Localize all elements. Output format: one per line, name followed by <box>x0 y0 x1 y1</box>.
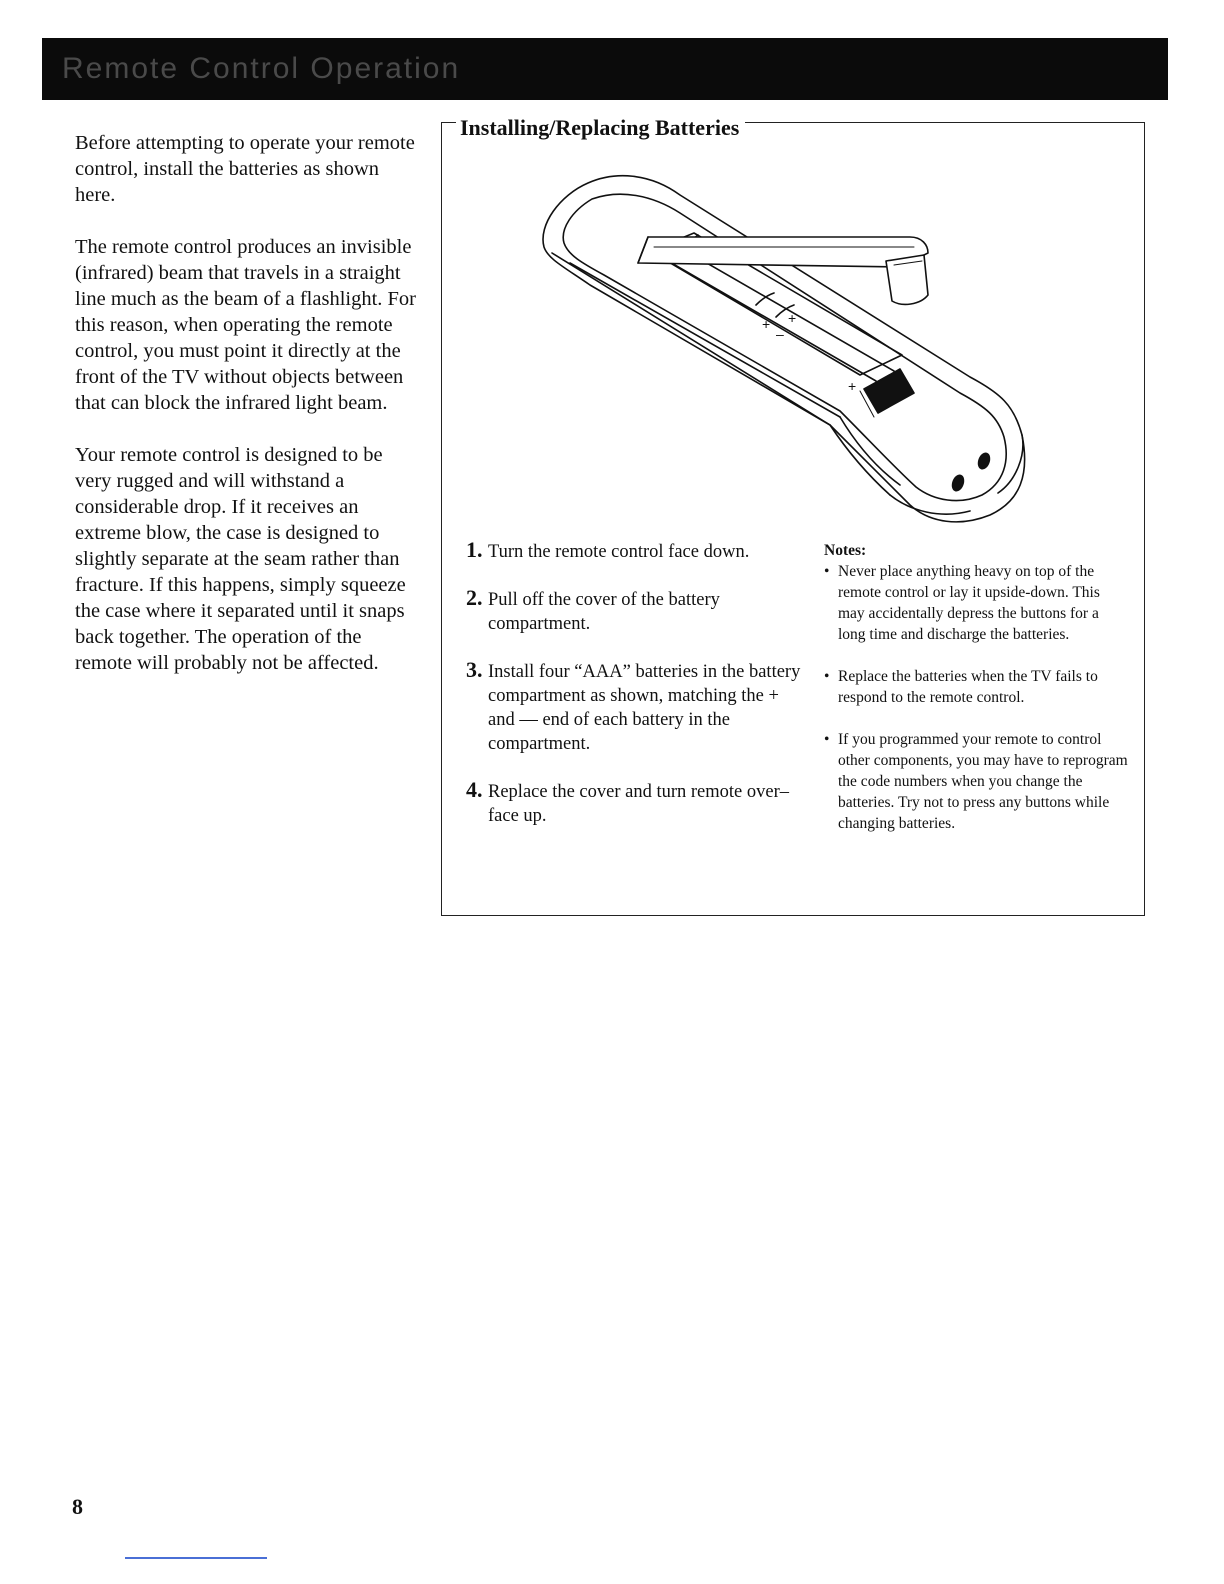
page-title: Remote Control Operation <box>62 52 461 85</box>
intro-paragraph: Your remote control is designed to be very rugged and will withstand a considerable drop. If it receives an extreme blow, the case is designed to slightly separate at the seam rather than fracture. If this happens, simply squeeze the case where it separated until it snaps back together. The operation of the remote will probably not be affected. <box>75 444 406 674</box>
step-item <box>466 777 806 828</box>
battery-contact-icon <box>864 369 914 413</box>
note-text: If you programmed your remote to control other components, you may have to reprogram the code numbers when you change the batteries. Try not to press any buttons while changing batteries. <box>838 731 1128 832</box>
step-number: 4. <box>466 777 483 802</box>
plus-mark: + <box>788 310 797 326</box>
plus-mark: + <box>762 316 771 332</box>
battery-icon <box>668 251 894 381</box>
battery-cover <box>638 237 928 267</box>
step-number: 3. <box>466 657 483 682</box>
intro-paragraph: Before attempting to operate your remote control, install the batteries as shown here. <box>75 132 415 206</box>
section-title: Installing/Replacing Batteries <box>456 114 745 142</box>
step-text: Turn the remote control face down. <box>488 542 750 562</box>
note-item <box>824 561 1129 645</box>
note-item <box>824 666 1129 708</box>
step-text: Replace the cover and turn remote over–face up. <box>488 782 790 826</box>
ir-emitter-icon <box>951 474 966 492</box>
step-item <box>466 585 806 636</box>
bullet-icon: • <box>824 668 830 685</box>
step-item <box>466 657 806 756</box>
footer-divider <box>125 1557 267 1559</box>
bullet-icon: • <box>824 731 830 748</box>
ir-emitter-icon <box>977 452 992 470</box>
note-text: Never place anything heavy on top of the remote control or lay it upside-down. This may accidentally depress the buttons for a long time and discharge the batteries. <box>838 563 1100 643</box>
bullet-icon: • <box>824 563 830 580</box>
remote-battery-compartment-illustration <box>530 155 1050 530</box>
intro-text <box>75 130 420 702</box>
step-text: Pull off the cover of the battery compartment. <box>488 590 720 634</box>
step-item <box>466 537 806 564</box>
cover-latch <box>886 255 928 304</box>
step-text: Install four “AAA” batteries in the battery compartment as shown, matching the + and — end of each battery in the compartment. <box>488 662 801 754</box>
installation-steps <box>466 537 806 852</box>
note-item <box>824 729 1129 834</box>
minus-mark: – <box>776 326 784 342</box>
notes-heading: Notes: <box>824 542 867 559</box>
step-number: 1. <box>466 537 483 562</box>
plus-mark: + <box>848 378 857 394</box>
header-bar <box>42 38 1168 100</box>
note-text: Replace the batteries when the TV fails to respond to the remote control. <box>838 668 1098 706</box>
notes-section <box>824 540 1129 855</box>
intro-paragraph: The remote control produces an invisible (infrared) beam that travels in a straight line much as the beam of a flashlight. For this reason, when operating the remote control, you must point it directly at the front of the TV without objects between that can block the infrared light beam. <box>75 236 417 414</box>
step-number: 2. <box>466 585 483 610</box>
page-number: 8 <box>72 1494 83 1519</box>
remote-body-outline <box>543 176 1025 522</box>
